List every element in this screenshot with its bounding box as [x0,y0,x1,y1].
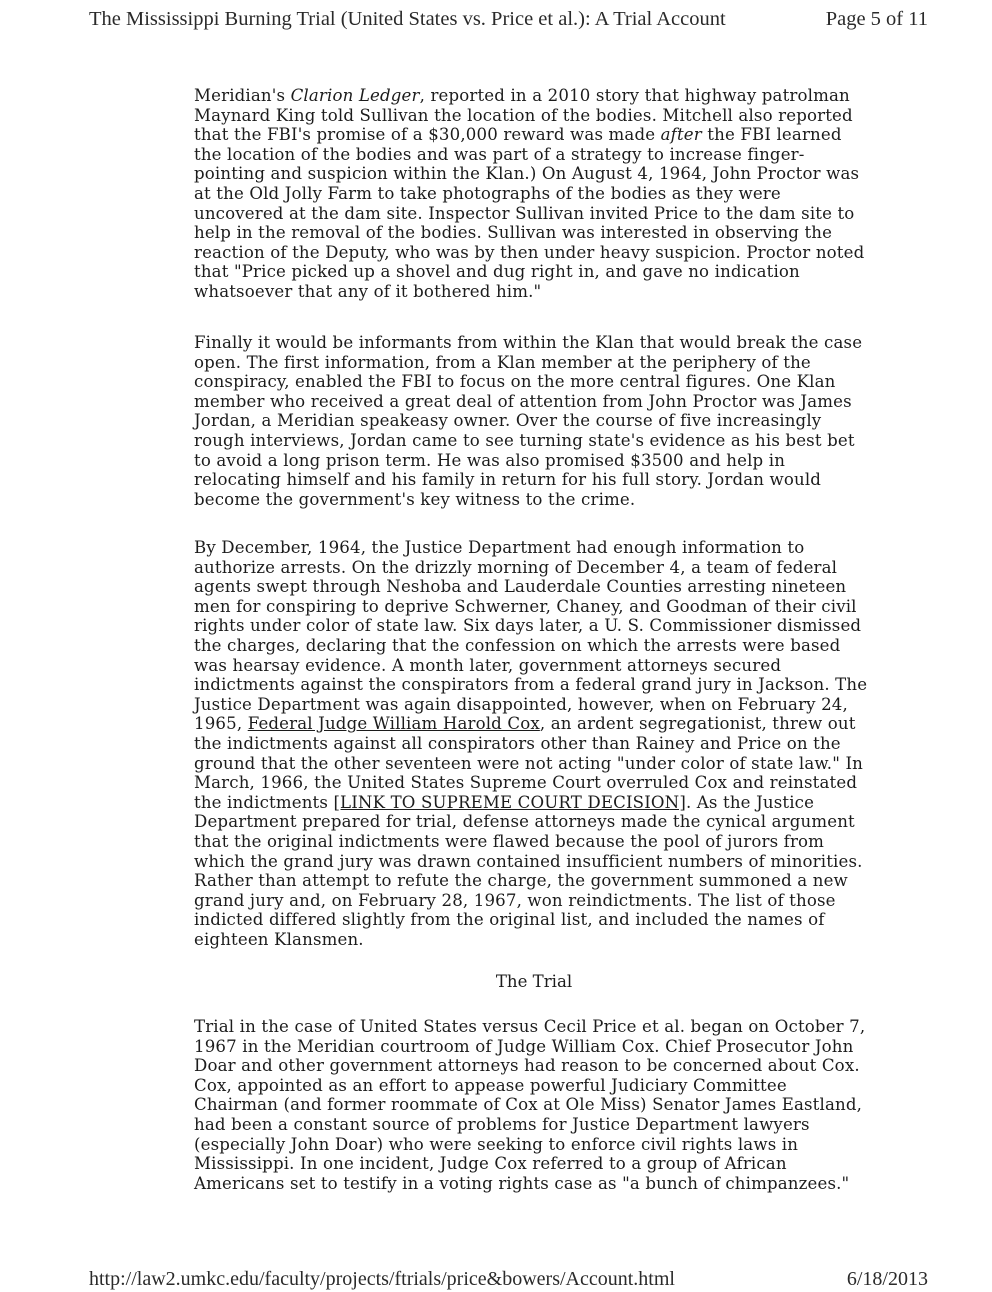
paragraph-1-text-a: Meridian's [194,86,291,105]
paragraph-3 [194,538,874,949]
emphasis-after: after [660,125,702,145]
paragraph-3-text-a: By December, 1964, the Justice Department had enough information to authorize arrests. On the drizzly morning of December 4, a team of federal agents swept through Neshoba and Lauderdale Counties arresting nineteen men for conspiring to deprive Schwerner, Chaney, and Goodman of their civil rights under color of state law. Six days later, a U. S. Commissioner dismissed the charges, declaring that the confession on which the arrests were based was hearsay evidence. A month later, government attorneys secured indictments against the conspirators from a federal grand jury in Jackson. The Justice Department was again disappointed, however, when on February 24, 1965, [194,538,868,734]
paragraph-1-text-b: , reported in a 2010 story that highway patrolman Maynard King told Sullivan the location of the bodies. Mitchell also reported that the FBI's promise of a $30,000 reward was made [194,86,853,145]
paragraph-1 [194,86,874,302]
footer-url: http://law2.umkc.edu/faculty/projects/ftrials/price&bowers/Account.html [89,1268,675,1290]
paragraph-3-text-b: , an ardent segregationist, threw out the indictments against all conspirators other than Rainey and Price on the ground that the other seventeen were not acting "under color of state law." In March, 1966, the United States Supreme Court overruled Cox and reinstated the indictments [194,714,863,812]
judge-cox-link[interactable]: Federal Judge William Harold Cox [247,714,540,734]
paragraph-3-text-c: . As the Justice Department prepared for trial, defense attorneys made the cynical argument that the original indictments were flawed because the pool of jurors from which the grand jury was drawn contained insufficient numbers of minorities. Rather than attempt to refute the charge, the government summoned a new grand jury and, on February 28, 1967, won reindictments. The list of those indicted differed slightly from the original list, and included the names of eighteen Klansmen. [194,792,863,949]
page-number: Page 5 of 11 [825,8,928,30]
paragraph-4: Trial in the case of United States versus Cecil Price et al. began on October 7, 1967 in the Meridian courtroom of Judge William Cox. Chief Prosecutor John Doar and other government attorneys had reason to be concerned about Cox. Cox, appointed as an effort to appease powerful Judiciary Committee Chairman (and former roommate of Cox at Ole Miss) Senator James Eastland, had been a constant source of problems for Justice Department lawyers (especially John Doar) who were seeking to enforce civil rights laws in Mississippi. In one incident, Judge Cox referred to a group of African Americans set to testify in a voting rights case as "a bunch of chimpanzees." [194,1017,866,1193]
page-header-title: The Mississippi Burning Trial (United States vs. Price et al.): A Trial Account [89,8,726,30]
supreme-court-decision-link[interactable]: [LINK TO SUPREME COURT DECISION] [333,792,686,812]
paragraph-2: Finally it would be informants from within the Klan that would break the case open. The first information, from a Klan member at the periphery of the conspiracy, enabled the FBI to focus on the more central figures. One Klan member who received a great deal of attention from John Proctor was James Jordan, a Meridian speakeasy owner. Over the course of five increasingly rough interviews, Jordan came to see turning state's evidence as his best bet to avoid a long prison term. He was also promised $3500 and help in relocating himself and his family in return for his full story. Jordan would become the government's key witness to the crime. [194,333,863,509]
footer-date: 6/18/2013 [846,1268,928,1290]
section-heading-the-trial: The Trial [495,972,573,991]
newspaper-title: Clarion Ledger [290,86,420,105]
paragraph-1-text-c: the FBI learned the location of the bodies and was part of a strategy to increase finger-pointing and suspicion within the Klan.) On August 4, 1964, John Proctor was at the Old Jolly Farm to take photographs of the bodies as they were uncovered at the dam site. Inspector Sullivan invited Price to the dam site to help in the removal of the bodies. Sullivan was interested in observing the reaction of the Deputy, who was by then under heavy suspicion. Proctor noted that "Price picked up a shovel and dug right in, and gave no indication whatsoever that any of it bothered him." [194,125,865,301]
